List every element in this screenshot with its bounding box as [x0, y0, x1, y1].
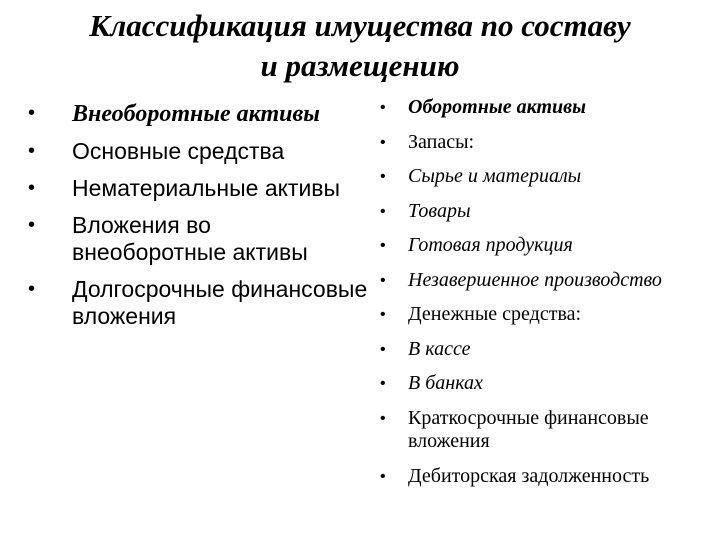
bullet-icon: •: [380, 237, 386, 254]
list-item-label: Дебиторская задолженность: [408, 464, 650, 487]
list-item: [380, 269, 715, 293]
list-item: [380, 131, 715, 155]
list-item: [380, 303, 715, 327]
current-assets-list: [380, 96, 715, 499]
page-title: [0, 6, 720, 86]
bullet-icon: •: [28, 278, 36, 300]
list-item-label: Краткосрочные финансовые вложения: [408, 406, 649, 452]
bullet-icon: •: [28, 214, 36, 236]
list-item: [380, 165, 715, 189]
list-item-label: Сырье и материалы: [408, 165, 582, 187]
list-item: [380, 200, 715, 224]
list-item: [28, 175, 368, 202]
title-line-2: и размещению: [260, 48, 460, 83]
list-item-label: Долгосрочные финансовые вложения: [72, 276, 368, 329]
list-item-label: Готовая продукция: [408, 234, 573, 256]
bullet-icon: •: [28, 102, 36, 124]
bullet-icon: •: [380, 340, 386, 358]
non-current-assets-list: [28, 100, 368, 340]
bullet-icon: •: [380, 133, 386, 151]
list-item: [28, 212, 368, 266]
list-item-label: Незавершенное производство: [408, 268, 662, 291]
list-item-label: Денежные средства:: [408, 303, 582, 325]
list-item-label: Основные средства: [72, 138, 285, 164]
bullet-icon: •: [380, 168, 386, 185]
list-item-label: В кассе: [408, 337, 471, 360]
list-item-label: В банках: [408, 372, 483, 394]
bullet-icon: •: [380, 202, 386, 220]
list-item: [380, 407, 715, 454]
bullet-icon: •: [380, 306, 386, 323]
list-item: [28, 138, 368, 165]
list-item-label: Внеоборотные активы: [72, 101, 320, 127]
bullet-icon: •: [380, 409, 386, 427]
list-item: [380, 234, 715, 258]
list-item-label: Оборотные активы: [408, 96, 586, 118]
bullet-icon: •: [28, 140, 36, 162]
list-item: [380, 372, 715, 396]
bullet-icon: •: [380, 375, 386, 392]
bullet-icon: •: [380, 271, 386, 289]
list-item: [28, 276, 368, 330]
bullet-icon: •: [380, 99, 386, 116]
bullet-icon: •: [28, 177, 36, 199]
bullet-icon: •: [380, 467, 386, 485]
list-item: [380, 96, 715, 120]
list-item-label: Вложения во внеоборотные активы: [72, 212, 308, 265]
list-item-label: Запасы:: [408, 130, 475, 153]
title-line-1: Классификация имущества по составу: [89, 8, 631, 43]
list-item-label: Нематериальные активы: [72, 175, 341, 201]
list-item: [28, 100, 368, 128]
list-item: [380, 465, 715, 489]
list-item-label: Товары: [408, 199, 471, 222]
list-item: [380, 338, 715, 362]
